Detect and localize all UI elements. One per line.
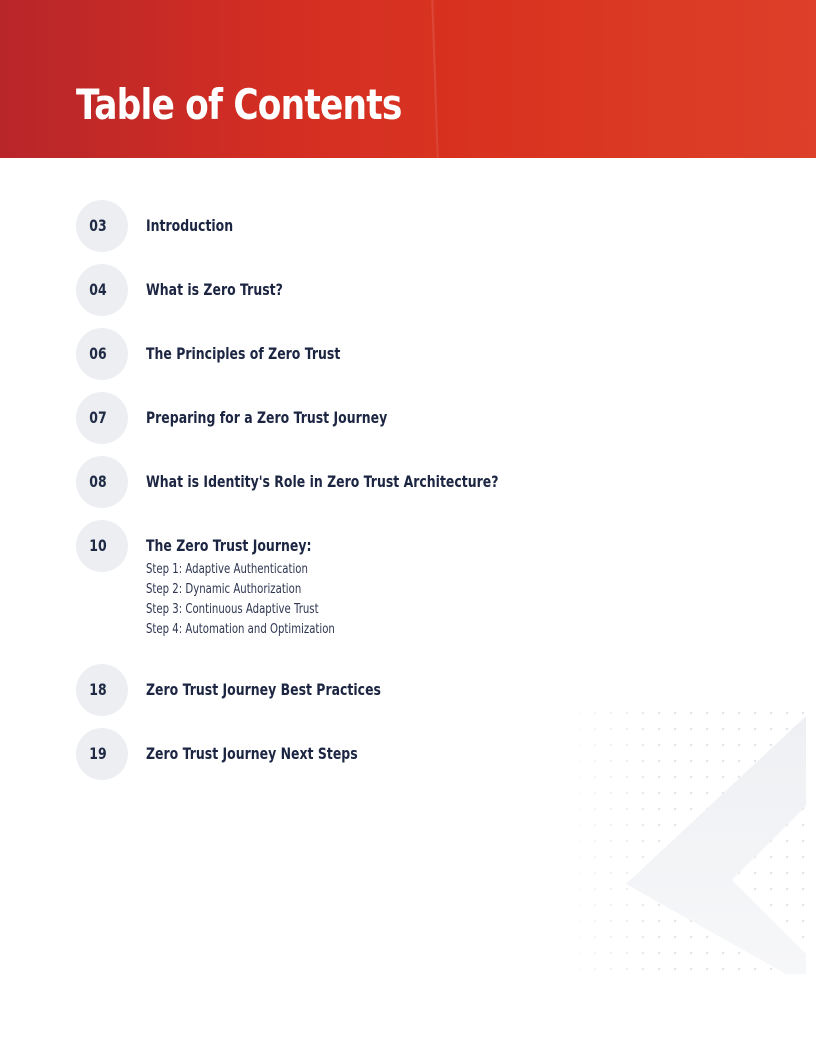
- toc-item-title[interactable]: The Zero Trust Journey:: [146, 536, 312, 555]
- toc-item-title[interactable]: What is Zero Trust?: [146, 280, 283, 299]
- page-number: 19: [89, 744, 107, 763]
- header-banner: [0, 0, 816, 158]
- page-number: 10: [89, 536, 107, 555]
- journey-steps-list: [146, 560, 388, 640]
- journey-step[interactable]: Step 4: Automation and Optimization: [146, 622, 335, 637]
- toc-item-title[interactable]: What is Identity's Role in Zero Trust Architecture?: [146, 472, 499, 491]
- journey-step[interactable]: Step 2: Dynamic Authorization: [146, 582, 302, 597]
- toc-item-title[interactable]: The Principles of Zero Trust: [146, 344, 341, 363]
- page-number: 03: [89, 216, 107, 235]
- toc-item-title[interactable]: Zero Trust Journey Next Steps: [146, 744, 358, 763]
- page-number: 18: [89, 680, 107, 699]
- page-number: 04: [89, 280, 107, 299]
- toc-item-title[interactable]: Introduction: [146, 216, 234, 235]
- page-title: Table of Contents: [76, 80, 402, 129]
- journey-step[interactable]: Step 3: Continuous Adaptive Trust: [146, 602, 319, 617]
- toc-item-title[interactable]: Preparing for a Zero Trust Journey: [146, 408, 388, 427]
- journey-step[interactable]: Step 1: Adaptive Authentication: [146, 562, 308, 577]
- toc-item-title[interactable]: Zero Trust Journey Best Practices: [146, 680, 381, 699]
- page-number: 06: [89, 344, 107, 363]
- header-panel: [436, 0, 816, 158]
- decorative-chevron-graphic: [560, 710, 816, 980]
- page-number: 07: [89, 408, 107, 427]
- page-number: 08: [89, 472, 107, 491]
